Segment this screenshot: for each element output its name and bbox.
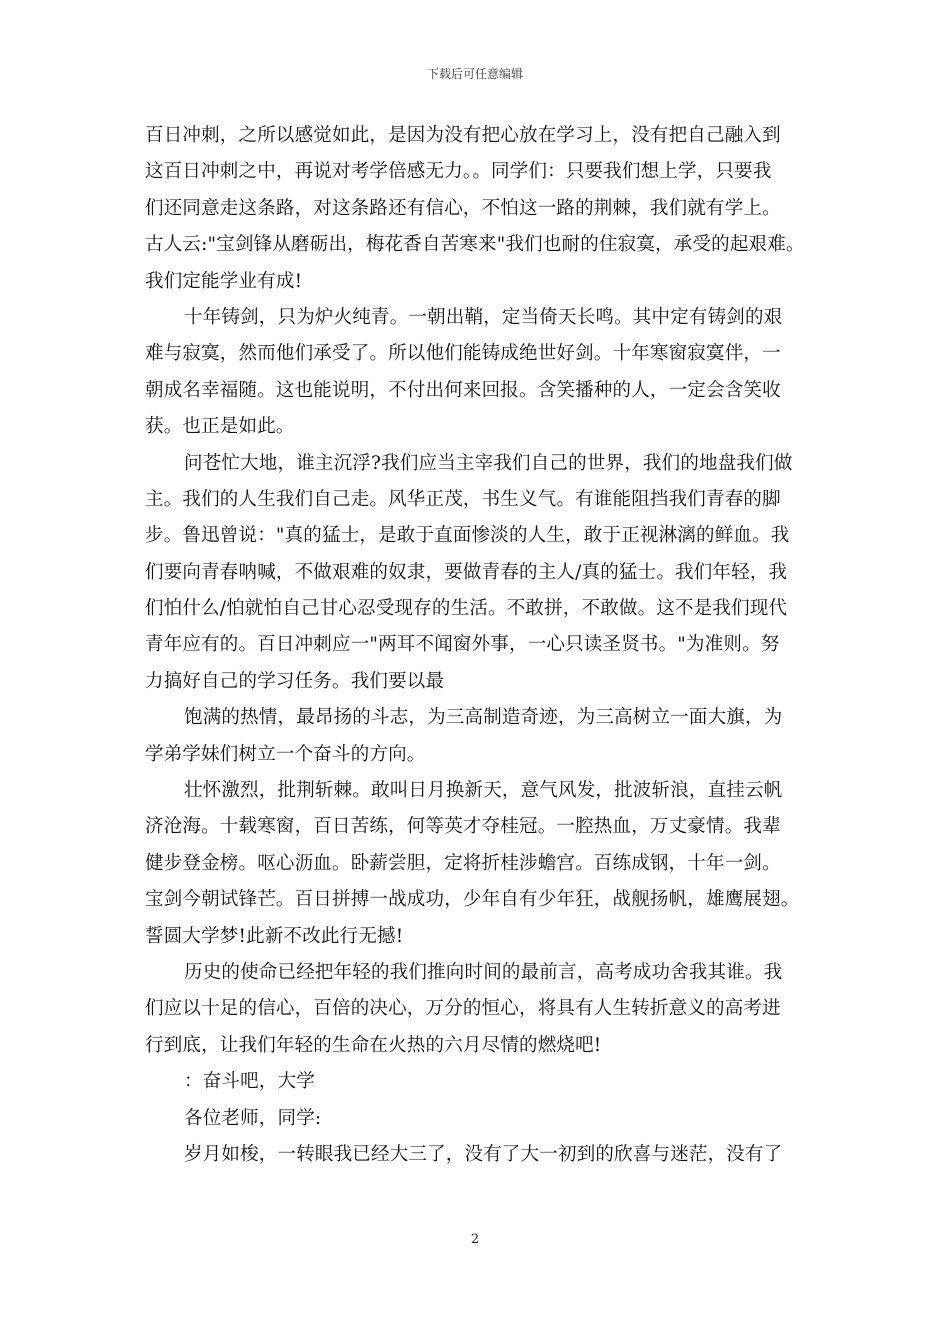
document-body xyxy=(145,118,825,1173)
text-line: 力搞好自己的学习任务。我们要以最 xyxy=(145,670,445,692)
text-line: 古人云:"宝剑锋从磨砺出，梅花香自苦寒来"我们也耐的住寂寞，承受的起艰难。 xyxy=(145,234,805,256)
text-line: 壮怀激烈，批荆斩棘。敢叫日月换新天，意气风发，批波斩浪，直挂云帆 xyxy=(184,780,783,802)
page-number: 2 xyxy=(470,1232,480,1247)
text-line: 我们定能学业有成! xyxy=(145,270,303,292)
text-line: 历史的使命已经把年轻的我们推向时间的最前言，高考成功舍我其谁。我 xyxy=(184,961,783,983)
text-line: 朝成名幸福随。这也能说明，不付出何来回报。含笑播种的人，一定会含笑收 xyxy=(145,379,781,401)
text-line: 宝剑今朝试锋芒。百日拼搏一战成功，少年自有少年狂，战舰扬帆，雄鹰展翅。 xyxy=(145,889,800,911)
text-line: 青年应有的。百日冲刺应一"两耳不闻窗外事，一心只读圣贤书。"为准则。努 xyxy=(145,634,780,656)
text-line: 行到底，让我们年轻的生命在火热的六月尽情的燃烧吧! xyxy=(145,1034,602,1056)
text-line: 们还同意走这条路，对这条路还有信心，不怕这一路的荆棘，我们就有学上。 xyxy=(145,197,781,219)
text-line: 健步登金榜。呕心沥血。卧薪尝胆，定将折桂涉蟾宫。百练成钢，十年一剑。 xyxy=(145,852,781,874)
text-line: 各位老师，同学: xyxy=(184,1107,322,1129)
text-line: 问苍忙大地，谁主沉浮?我们应当主宰我们自己的世界，我们的地盘我们做 xyxy=(184,452,793,474)
text-line: 学弟学妹们树立一个奋斗的方向。 xyxy=(145,743,426,765)
text-line: 步。鲁迅曾说："真的猛士，是敢于直面惨淡的人生，敢于正视淋漓的鲜血。我 xyxy=(145,525,790,547)
text-line: 们要向青春呐喊，不做艰难的奴隶，要做青春的主人/真的猛士。我们年轻，我 xyxy=(145,561,788,583)
text-line: 获。也正是如此。 xyxy=(145,416,295,438)
text-line: 主。我们的人生我们自己走。风华正茂，书生义气。有谁能阻挡我们青春的脚 xyxy=(145,488,781,510)
text-line: 饱满的热情，最昂扬的斗志，为三高制造奇迹，为三高树立一面大旗，为 xyxy=(184,707,783,729)
text-line: ：奋斗吧，大学 xyxy=(184,1071,315,1093)
text-line: 百日冲刺，之所以感觉如此，是因为没有把心放在学习上，没有把自己融入到 xyxy=(145,125,781,146)
text-line: 们应以十足的信心，百倍的决心，万分的恒心，将具有人生转折意义的高考进 xyxy=(145,998,781,1020)
text-line: 们怕什么/怕就怕自己甘心忍受现存的生活。不敢拼，不敢做。这不是我们现代 xyxy=(145,598,788,620)
text-line: 难与寂寞，然而他们承受了。所以他们能铸成绝世好剑。十年寒窗寂寞伴，一 xyxy=(145,343,781,365)
page-header: 下载后可任意编辑 xyxy=(426,67,523,81)
text-line: 誓圆大学梦!此新不改此行无撼! xyxy=(145,925,404,947)
text-line: 十年铸剑，只为炉火纯青。一朝出鞘，定当倚天长鸣。其中定有铸剑的艰 xyxy=(184,306,783,328)
text-line: 这百日冲刺之中，再说对考学倍感无力。。同学们：只要我们想上学，只要我 xyxy=(145,161,772,183)
text-line: 岁月如梭，一转眼我已经大三了，没有了大一初到的欣喜与迷茫，没有了 xyxy=(184,1143,783,1165)
text-line: 济沧海。十载寒窗，百日苦练，何等英才夺桂冠。一腔热血，万丈豪情。我辈 xyxy=(145,816,781,838)
